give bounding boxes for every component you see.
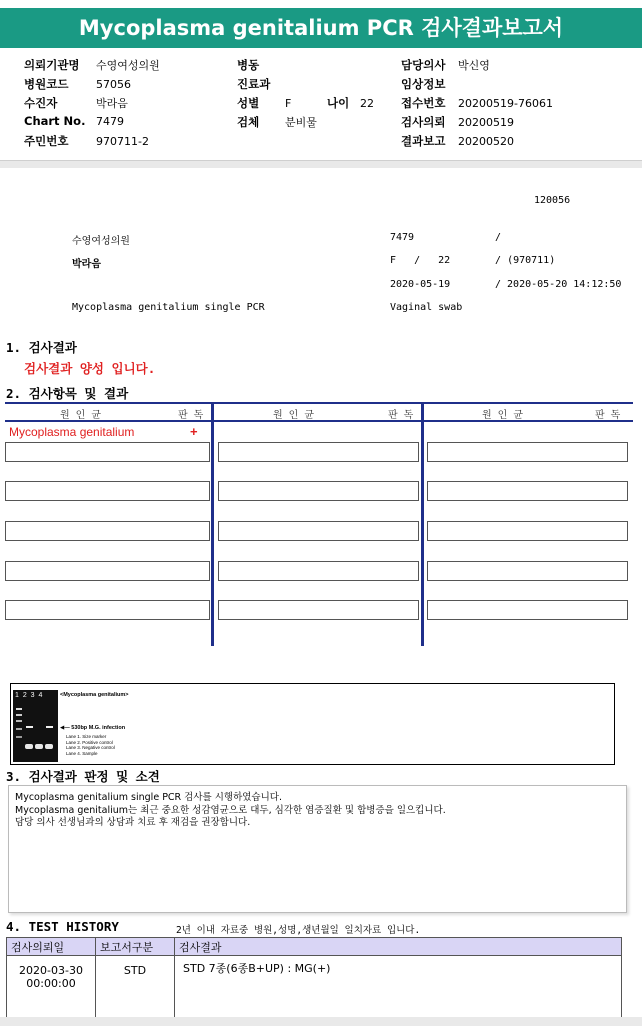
comment-line: Mycoplasma genitalium single PCR 검사를 시행하였습니다. — [15, 792, 282, 803]
summary-sex: F — [390, 255, 397, 266]
result-cell — [218, 521, 419, 541]
history-date-cell — [7, 956, 96, 1026]
history-col-result: 검사결과 — [175, 938, 622, 956]
col-head-judgement-3: 판 독 — [595, 410, 621, 421]
report-title: Mycoplasma genitalium PCR 검사결과보고서 — [0, 8, 642, 48]
col-head-pathogen-1: 원 인 균 — [60, 410, 102, 421]
result-cell — [218, 442, 419, 462]
col-head-pathogen-3: 원 인 균 — [482, 410, 524, 421]
col-head-pathogen-2: 원 인 균 — [273, 410, 315, 421]
summary-birth-value: (970711) — [507, 255, 556, 266]
sex-label: 성별 — [237, 96, 260, 110]
clinical-info-label: 임상정보 — [401, 77, 446, 91]
result-cell — [427, 481, 628, 501]
summary-received: 2020-05-19 — [390, 279, 451, 290]
summary-reported: / 2020-05-20 14:12:50 — [495, 279, 622, 290]
history-col-request-date: 검사의뢰일 — [7, 938, 96, 956]
col-head-judgement-2: 판 독 — [388, 410, 414, 421]
request-date-value: 20200519 — [458, 116, 514, 129]
clinic-value: 수영여성의원 — [96, 59, 160, 72]
hospital-code-label: 병원코드 — [24, 77, 69, 91]
header-separator — [0, 160, 642, 168]
comment-line: 담당 의사 선생님과의 상담과 치료 후 재검을 권장합니다. — [15, 817, 251, 828]
history-result: STD 7종(6종B+UP) : MG(+) — [175, 956, 622, 1026]
first-item-result: + — [190, 424, 198, 439]
section1-result: 검사결과 양성 입니다. — [24, 361, 156, 376]
table-row — [7, 956, 622, 1026]
gel-title: <Mycoplasma genitalium> — [60, 692, 129, 698]
chart-no-value: 7479 — [96, 115, 124, 128]
receipt-no-value: 20200519-76061 — [458, 97, 553, 110]
header-col3 — [401, 57, 553, 152]
header-col2 — [237, 57, 374, 133]
result-cell — [5, 442, 210, 462]
summary-sex-age — [390, 255, 450, 266]
summary-age: 22 — [438, 255, 451, 266]
first-item-pathogen: Mycoplasma genitalium — [9, 425, 135, 439]
history-date: 2020-03-30 — [19, 964, 83, 977]
patient-label: 수진자 — [24, 96, 58, 110]
report-code: 120056 — [534, 195, 571, 206]
results-grid-divider-2 — [421, 402, 424, 646]
result-cell — [427, 521, 628, 541]
result-cell — [5, 561, 210, 581]
report-date-value: 20200520 — [458, 135, 514, 148]
result-cell — [5, 481, 210, 501]
result-cell — [218, 561, 419, 581]
gel-band-label: ◀— 530bp M.G. infection — [60, 725, 126, 731]
age-value: 22 — [360, 97, 374, 110]
report-date-label: 결과보고 — [401, 134, 446, 148]
footer-bar — [0, 1017, 642, 1026]
department-label: 진료과 — [237, 77, 271, 91]
summary-birth — [495, 255, 555, 266]
col-head-judgement-1: 판 독 — [178, 410, 204, 421]
history-type: STD — [96, 956, 175, 1026]
gel-electrophoresis-image — [13, 690, 58, 762]
ward-label: 병동 — [237, 58, 260, 72]
history-table — [6, 937, 622, 1026]
gel-legend: Lane 1. Size marker Lane 2. Positive control Lane 3. Negative control Lane 4. Sample — [66, 734, 115, 756]
chart-no-label: Chart No. — [24, 114, 86, 128]
doctor-value: 박신영 — [458, 59, 490, 72]
section2-title: 2. 검사항목 및 결과 — [6, 386, 129, 401]
summary-test-name: Mycoplasma genitalium single PCR — [72, 302, 265, 313]
id-number-value: 970711-2 — [96, 135, 149, 148]
summary-clinic: 수영여성의원 — [72, 236, 130, 247]
patient-value: 박라음 — [96, 97, 128, 110]
gel-lane-numbers: 1 2 3 4 — [15, 692, 44, 699]
receipt-no-label: 접수번호 — [401, 96, 446, 110]
result-cell — [5, 600, 210, 620]
summary-specimen: Vaginal swab — [390, 302, 463, 313]
summary-slash2: / — [495, 255, 502, 266]
result-cell — [5, 521, 210, 541]
history-note: 2년 이내 자료중 병원,성명,생년월일 일치자료 입니다. — [176, 925, 421, 936]
result-cell — [218, 481, 419, 501]
header-col1 — [24, 57, 160, 152]
doctor-label: 담당의사 — [401, 58, 446, 72]
history-time: 00:00:00 — [26, 977, 76, 990]
comment-box — [8, 785, 627, 913]
section3-title: 3. 검사결과 판정 및 소견 — [6, 769, 160, 784]
section1-title: 1. 검사결과 — [6, 340, 77, 355]
results-grid-top — [5, 402, 633, 404]
result-cell — [427, 442, 628, 462]
request-date-label: 검사의뢰 — [401, 115, 446, 129]
specimen-label: 검체 — [237, 115, 260, 129]
section4-title: 4. TEST HISTORY — [6, 919, 119, 934]
summary-patient: 박라음 — [72, 259, 101, 270]
id-number-label: 주민번호 — [24, 134, 69, 148]
age-label: 나이 — [327, 96, 350, 110]
result-cell — [218, 600, 419, 620]
hospital-code-value: 57056 — [96, 78, 131, 91]
summary-sep: / — [414, 255, 421, 266]
result-cell — [427, 600, 628, 620]
history-col-report-type: 보고서구분 — [96, 938, 175, 956]
summary-slash1: / — [495, 232, 502, 243]
comment-line: Mycoplasma genitalium는 최근 중요한 성감염균으로 대두, 심각한 염증질환 및 합병증을 일으킵니다. — [15, 804, 446, 816]
result-cell — [427, 561, 628, 581]
clinic-label: 의뢰기관명 — [24, 58, 80, 72]
summary-chart-no: 7479 — [390, 232, 415, 243]
results-grid-divider-1 — [211, 402, 214, 646]
sex-value: F — [285, 97, 292, 110]
specimen-value: 분비물 — [285, 116, 317, 129]
